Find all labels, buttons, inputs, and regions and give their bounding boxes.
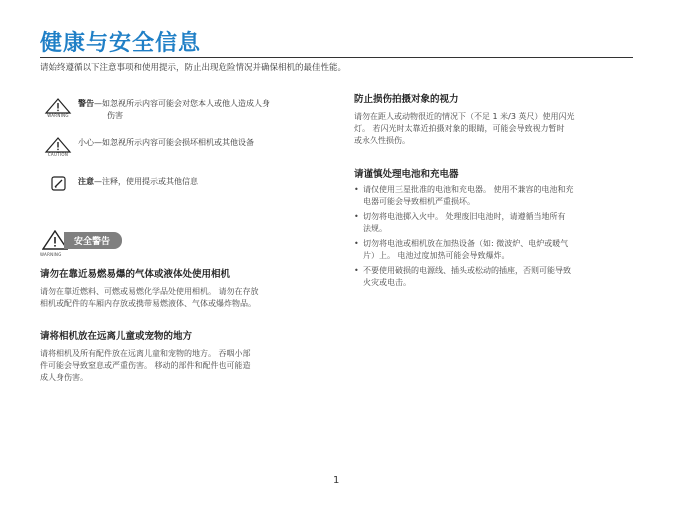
body-line: 相机或配件的车厢内存放或携带易燃液体、气体或爆炸物品。 [40, 299, 256, 308]
warning-text-cont: 伤害 [107, 111, 123, 120]
caution-label: 小心 [78, 138, 94, 147]
body-line: 请勿在距人或动物很近的情况下（不足 1 米/3 英尺）使用闪光 [354, 112, 575, 121]
list-item [354, 238, 632, 262]
body-line: 或永久性损伤。 [354, 136, 410, 145]
section-heading-flammable: 请勿在靠近易燃易爆的气体或液体处使用相机 [40, 269, 231, 280]
body-line: 请将相机及所有配件放在远离儿童和宠物的地方。 吞咽小部 [40, 349, 251, 358]
warning-text: —如忽视所示内容可能会对您本人或他人造成人身 [94, 99, 270, 108]
battery-bullet-list [354, 184, 632, 292]
bullet-line: 法规。 [363, 224, 387, 233]
section-heading-children: 请将相机放在远离儿童或宠物的地方 [40, 331, 193, 342]
section-heading-battery: 请谨慎处理电池和充电器 [354, 169, 459, 180]
body-line: 请勿在靠近燃料、可燃或易燃化学品处使用相机。 请勿在存放 [40, 287, 259, 296]
caution-icon-caption: CAUTION [47, 152, 69, 157]
list-item [354, 211, 632, 235]
bullet-line: • 切勿将电池掷入火中。 处理废旧电池时，请遵循当地所有 [363, 212, 566, 221]
bullet-line: 电器可能会导致相机严重损坏。 [363, 197, 475, 206]
safety-warning-label: 安全警告 [64, 232, 122, 249]
note-label: 注意 [78, 177, 94, 186]
note-text: —注释，使用提示或其他信息 [94, 177, 198, 186]
body-line: 件可能会导致窒息或严重伤害。 移动的部件和配件也可能造 [40, 361, 251, 370]
section-heading-eyesight: 防止损伤拍摄对象的视力 [354, 94, 459, 105]
list-item [354, 265, 632, 289]
list-item [354, 184, 632, 208]
note-icon [44, 176, 72, 198]
bullet-line: 火灾或电击。 [363, 278, 411, 287]
body-line: 灯。 若闪光时太靠近拍摄对象的眼睛，可能会导致视力暂时 [354, 124, 565, 133]
safety-warning-caption: WARNING [40, 252, 62, 257]
section-body-eyesight [354, 111, 634, 147]
warning-label: 警告 [78, 99, 94, 108]
title-rule [40, 57, 633, 58]
bullet-line: • 切勿将电池或相机放在加热设备（如: 微波炉、电炉或暖气 [363, 239, 569, 248]
warning-icon-caption: WARNING [47, 113, 69, 118]
bullet-line: • 不要使用破损的电源线、插头或松动的插座，否则可能导致 [363, 266, 571, 275]
safety-warning-badge [42, 230, 122, 250]
legend-caution [44, 137, 254, 159]
body-line: 成人身伤害。 [40, 373, 88, 382]
caution-text: —如忽视所示内容可能会损坏相机或其他设备 [94, 138, 254, 147]
bullet-line: • 请仅使用三星批准的电池和充电器。 使用不兼容的电池和充 [363, 185, 574, 194]
warning-icon [44, 98, 72, 120]
page-subtitle: 请始终遵循以下注意事项和使用提示，防止出现危险情况并确保相机的最佳性能。 [40, 63, 347, 73]
page-number: 1 [333, 475, 340, 486]
section-body-children [40, 348, 330, 384]
legend-warning [44, 98, 270, 122]
bullet-line: 片）上。 电池过度加热可能会导致爆炸。 [363, 251, 510, 260]
page-title: 健康与安全信息 [40, 31, 202, 56]
section-body-flammable [40, 286, 330, 310]
caution-icon [44, 137, 72, 159]
legend-note [44, 176, 198, 198]
